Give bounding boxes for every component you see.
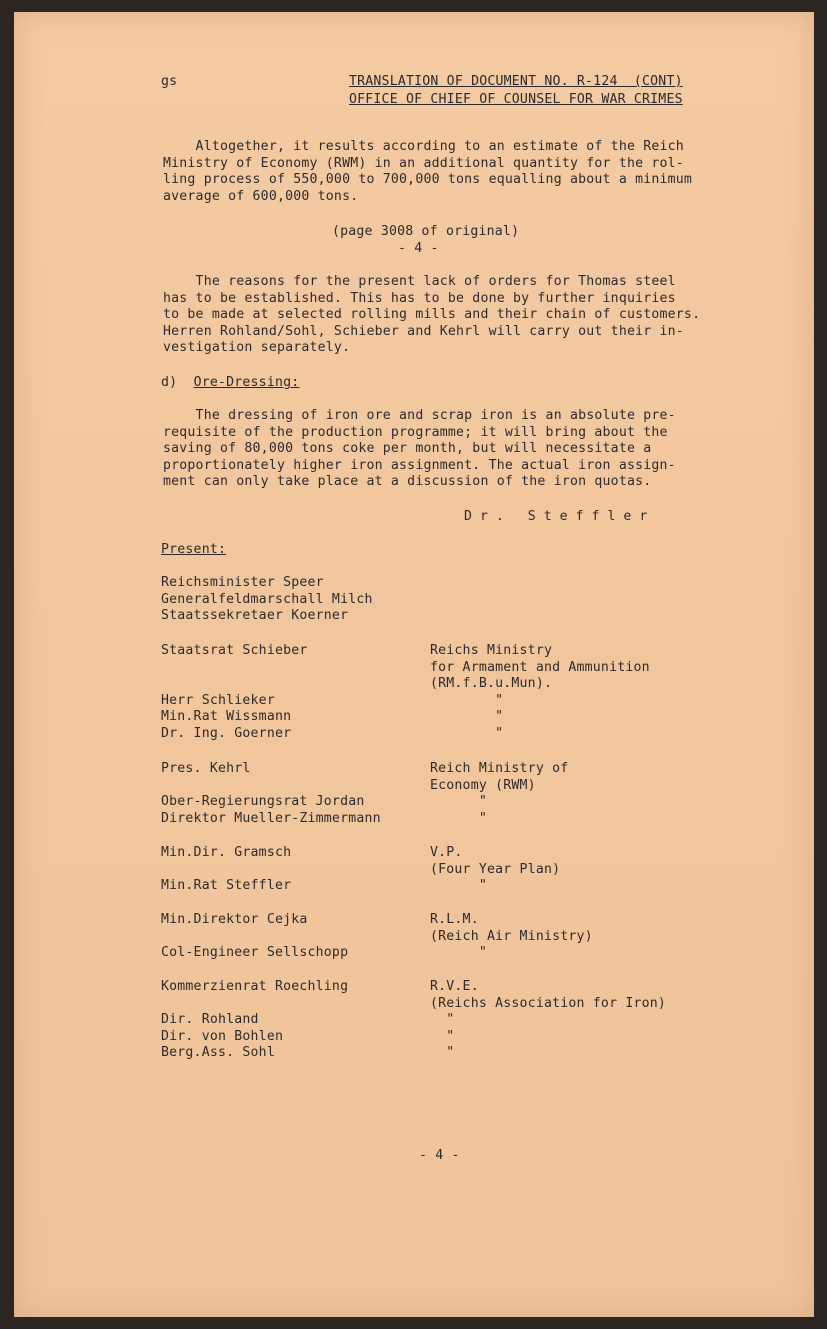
attendee-group-air-ministry-names: Min.Direktor Cejka Col-Engineer Sellschopp	[161, 912, 349, 961]
attendee-group-four-year-plan-names: Min.Dir. Gramsch Min.Rat Steffler	[161, 845, 292, 894]
attendee-group-four-year-plan-org: V.P. (Four Year Plan) "	[430, 845, 561, 894]
paragraph-estimate: Altogether, it results according to an estimate of the Reich Ministry of Economy (RWM) in an additional quantity for the rol- ling process of 550,000 to 700,000 tons equalling about a minimum average of 600,000 tons.	[163, 139, 693, 204]
section-title: Ore-Dressing:	[193, 375, 300, 390]
attendee-group-economy-org: Reich Ministry of Economy (RWM) " "	[430, 761, 569, 826]
original-page-reference: (page 3008 of original)	[332, 224, 520, 239]
paragraph-ore-dressing: The dressing of iron ore and scrap iron is an absolute pre- requisite of the production programme; it will bring about the saving of 80,000 tons coke per month, but will necessitate a proportionately higher iron assignment. The actual iron assign- ment can only take place at a discussion of the iron quotas.	[163, 408, 676, 490]
footer-page-number: - 4 -	[419, 1148, 460, 1163]
attendee-group-economy-names: Pres. Kehrl Ober-Regierungsrat Jordan Direktor Mueller-Zimmermann	[161, 761, 381, 826]
section-label: d)	[161, 375, 194, 390]
attendee-group-iron-association-org: R.V.E. (Reichs Association for Iron) " " "	[430, 979, 667, 1061]
office-title: OFFICE OF CHIEF OF COUNSEL FOR WAR CRIMES	[349, 92, 683, 107]
document-title: TRANSLATION OF DOCUMENT NO. R-124 (CONT)	[349, 74, 683, 89]
typist-initials: gs	[161, 74, 178, 89]
attendee-group-iron-association-names: Kommerzienrat Roechling Dir. Rohland Dir. von Bohlen Berg.Ass. Sohl	[161, 979, 349, 1061]
attendee-group-armament-org: Reichs Ministry for Armament and Ammunition (RM.f.B.u.Mun). " " "	[430, 643, 650, 741]
inline-page-number: - 4 -	[398, 241, 439, 256]
paragraph-thomas-steel: The reasons for the present lack of orders for Thomas steel has to be established. This has to be done by further inquiries to be made at selected rolling mills and their chain of customers. Herren Rohland/Sohl, Schieber and Kehrl will carry out their in- vestigation separately.	[163, 274, 701, 356]
attendee-group-air-ministry-org: R.L.M. (Reich Air Ministry) "	[430, 912, 593, 961]
attendee-group-armament-names: Staatsrat Schieber Herr Schlieker Min.Rat Wissmann Dr. Ing. Goerner	[161, 643, 308, 741]
section-heading-ore-dressing	[161, 375, 299, 392]
signature-steffler: Dr. Steffler	[464, 509, 656, 524]
attendee-list-leaders: Reichsminister Speer Generalfeldmarschall Milch Staatssekretaer Koerner	[161, 575, 373, 624]
present-heading: Present:	[161, 542, 227, 557]
document-page	[14, 12, 814, 1317]
